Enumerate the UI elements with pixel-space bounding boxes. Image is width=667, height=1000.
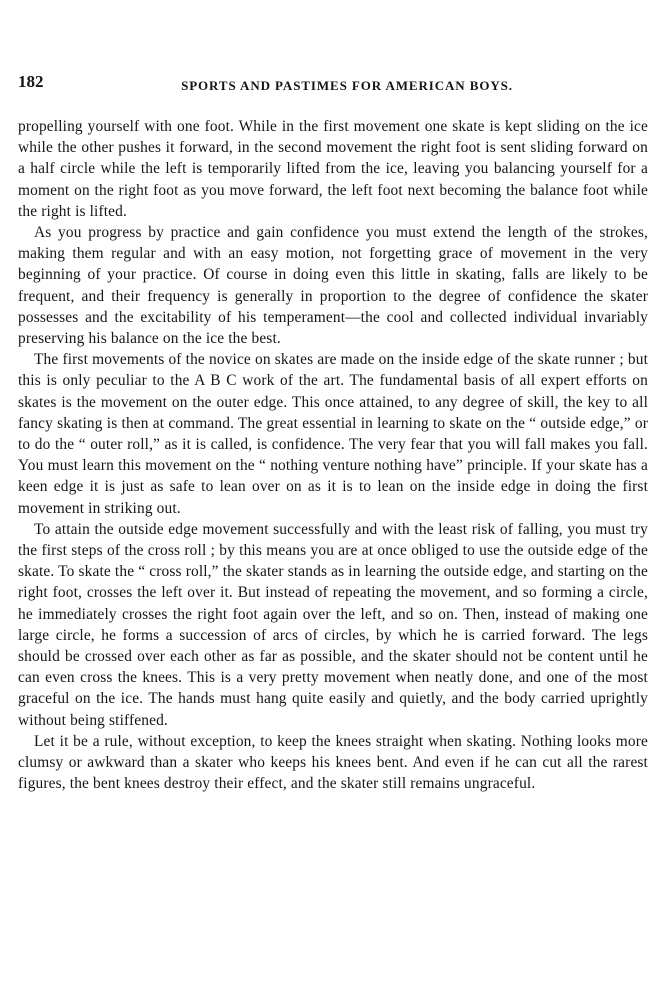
page-number: 182	[18, 72, 44, 91]
paragraph-continued: propelling yourself with one foot. While in the first movement one skate is kept sliding on the ice while the other pushes it forward, in the second movement the right foot is sent sliding forward on a half circle while the left is temporarily lifted from the ice, leaving you balancing yourself for a moment on the right foot as you move forward, the left foot next becoming the balance foot while the right is lifted.	[18, 118, 648, 220]
running-head	[18, 72, 648, 98]
paragraph-cross-roll: To attain the outside edge movement successfully and with the least risk of falling, you must try the first steps of the cross roll ; by this means you are at once obliged to use the outside edge of the skate. To skate the “ cross roll,” the skater stands as in learning the outside edge, and starting on the right foot, crosses the left over it. But instead of repeating the movement, and so forming a circle, he immediately crosses the right foot again over the left, and so on. Then, instead of making one large circle, he forms a succession of arcs of circles, by which he is carried forward. The legs should be crossed over each other as far as possible, and the skater should not be content until he can even cross the knees. This is a very pretty movement when neatly done, and one of the most graceful on the ice. The hands must hang quite easily and quietly, and the body carried uprightly without being stiffened.	[18, 520, 648, 729]
book-page	[18, 72, 648, 795]
body-text	[18, 116, 648, 795]
paragraph-outside-edge: The first movements of the novice on skates are made on the inside edge of the skate runner ; but this is only peculiar to the A B C work of the art. The fundamental basis of all expert efforts on skates is the movement on the outer edge. This once attained, to any degree of skill, the key to all fancy skating is then at command. The great essential in learning to skate on the “ outside edge,” or to do the “ outer roll,” as it is called, is confidence. The very fear that you will fall makes you fall. You must learn this movement on the “ nothing venture nothing have” principle. If your skate has a keen edge it is just as safe to lean over on as it is to lean on the inside edge in doing the first movement in striking out.	[18, 351, 648, 517]
paragraph-knees: Let it be a rule, without exception, to keep the knees straight when skating. Nothing looks more clumsy or awkward than a skater who keeps his knees bent. And even if he can cut all the rarest figures, the bent knees destroy their effect, and the skater still remains ungraceful.	[18, 732, 648, 793]
running-title: SPORTS AND PASTIMES FOR AMERICAN BOYS.	[181, 78, 513, 93]
paragraph-strokes: As you progress by practice and gain confidence you must extend the length of the strokes, making them regular and with an easy motion, not forgetting grace of movement in the very beginning of your practice. Of course in doing even this little in skating, falls are likely to be frequent, and their frequency is generally in proportion to the degree of confidence the skater possesses and the excitability of his temperament—the cool and collected individual invariably preserving his balance on the ice the best.	[18, 224, 648, 348]
